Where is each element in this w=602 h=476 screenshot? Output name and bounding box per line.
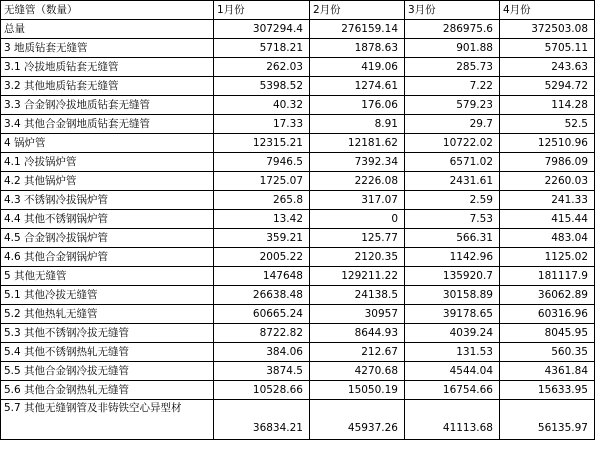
cell-month-1: 5718.21 bbox=[214, 39, 310, 58]
cell-month-3: 41113.68 bbox=[405, 400, 500, 440]
table-row bbox=[1, 267, 595, 286]
cell-month-1: 1725.07 bbox=[214, 172, 310, 191]
header-category: 无缝管（数量） bbox=[1, 1, 214, 20]
cell-month-3: 7.53 bbox=[405, 210, 500, 229]
cell-month-4: 8045.95 bbox=[500, 324, 595, 343]
cell-month-4: 60316.96 bbox=[500, 305, 595, 324]
row-label: 5 其他无缝管 bbox=[1, 267, 214, 286]
table-row bbox=[1, 362, 595, 381]
cell-month-1: 36834.21 bbox=[214, 400, 310, 440]
cell-month-3: 6571.02 bbox=[405, 153, 500, 172]
cell-month-3: 30158.89 bbox=[405, 286, 500, 305]
cell-month-4: 243.63 bbox=[500, 58, 595, 77]
cell-month-1: 262.03 bbox=[214, 58, 310, 77]
row-label: 5.3 其他不锈钢冷拔无缝管 bbox=[1, 324, 214, 343]
table-row bbox=[1, 115, 595, 134]
table-row bbox=[1, 286, 595, 305]
row-label: 4.5 合金钢冷拔锅炉管 bbox=[1, 229, 214, 248]
row-label: 5.1 其他冷拔无缝管 bbox=[1, 286, 214, 305]
cell-month-2: 125.77 bbox=[310, 229, 405, 248]
cell-month-1: 147648 bbox=[214, 267, 310, 286]
cell-month-3: 29.7 bbox=[405, 115, 500, 134]
cell-month-4: 181117.9 bbox=[500, 267, 595, 286]
table-row bbox=[1, 58, 595, 77]
cell-month-3: 285.73 bbox=[405, 58, 500, 77]
cell-month-3: 2.59 bbox=[405, 191, 500, 210]
cell-month-1: 40.32 bbox=[214, 96, 310, 115]
cell-month-2: 15050.19 bbox=[310, 381, 405, 400]
cell-month-1: 5398.52 bbox=[214, 77, 310, 96]
table-row bbox=[1, 153, 595, 172]
cell-month-1: 2005.22 bbox=[214, 248, 310, 267]
header-month-1: 1月份 bbox=[214, 1, 310, 20]
cell-month-1: 60665.24 bbox=[214, 305, 310, 324]
cell-month-4: 114.28 bbox=[500, 96, 595, 115]
cell-month-1: 13.42 bbox=[214, 210, 310, 229]
cell-month-2: 276159.14 bbox=[310, 20, 405, 39]
cell-month-3: 579.23 bbox=[405, 96, 500, 115]
cell-month-4: 1125.02 bbox=[500, 248, 595, 267]
cell-month-4: 4361.84 bbox=[500, 362, 595, 381]
row-label: 4.4 其他不锈钢锅炉管 bbox=[1, 210, 214, 229]
cell-month-3: 4039.24 bbox=[405, 324, 500, 343]
cell-month-3: 2431.61 bbox=[405, 172, 500, 191]
cell-month-2: 45937.26 bbox=[310, 400, 405, 440]
cell-month-3: 566.31 bbox=[405, 229, 500, 248]
cell-month-2: 12181.62 bbox=[310, 134, 405, 153]
cell-month-4: 12510.96 bbox=[500, 134, 595, 153]
cell-month-3: 901.88 bbox=[405, 39, 500, 58]
cell-month-2: 1274.61 bbox=[310, 77, 405, 96]
cell-month-1: 12315.21 bbox=[214, 134, 310, 153]
table-row bbox=[1, 96, 595, 115]
cell-month-3: 16754.66 bbox=[405, 381, 500, 400]
cell-month-4: 15633.95 bbox=[500, 381, 595, 400]
cell-month-1: 7946.5 bbox=[214, 153, 310, 172]
header-month-2: 2月份 bbox=[310, 1, 405, 20]
table-body bbox=[1, 20, 595, 440]
row-label: 5.7 其他无缝钢管及非铸铁空心异型材 bbox=[1, 400, 214, 440]
row-label: 4.3 不锈钢冷拔锅炉管 bbox=[1, 191, 214, 210]
cell-month-2: 1878.63 bbox=[310, 39, 405, 58]
cell-month-4: 7986.09 bbox=[500, 153, 595, 172]
cell-month-1: 3874.5 bbox=[214, 362, 310, 381]
cell-month-4: 241.33 bbox=[500, 191, 595, 210]
cell-month-2: 4270.68 bbox=[310, 362, 405, 381]
row-label: 5.6 其他合金钢热轧无缝管 bbox=[1, 381, 214, 400]
cell-month-3: 1142.96 bbox=[405, 248, 500, 267]
table-row bbox=[1, 39, 595, 58]
cell-month-2: 24138.5 bbox=[310, 286, 405, 305]
row-label: 5.5 其他合金钢冷拔无缝管 bbox=[1, 362, 214, 381]
cell-month-3: 7.22 bbox=[405, 77, 500, 96]
table-row bbox=[1, 134, 595, 153]
cell-month-1: 26638.48 bbox=[214, 286, 310, 305]
cell-month-1: 265.8 bbox=[214, 191, 310, 210]
cell-month-3: 10722.02 bbox=[405, 134, 500, 153]
row-label: 4.6 其他合金钢锅炉管 bbox=[1, 248, 214, 267]
cell-month-2: 0 bbox=[310, 210, 405, 229]
cell-month-1: 17.33 bbox=[214, 115, 310, 134]
cell-month-4: 5294.72 bbox=[500, 77, 595, 96]
table-row bbox=[1, 20, 595, 39]
row-label: 3 地质钻套无缝管 bbox=[1, 39, 214, 58]
cell-month-1: 384.06 bbox=[214, 343, 310, 362]
cell-month-1: 307294.4 bbox=[214, 20, 310, 39]
table-row bbox=[1, 324, 595, 343]
cell-month-2: 30957 bbox=[310, 305, 405, 324]
cell-month-2: 419.06 bbox=[310, 58, 405, 77]
header-month-3: 3月份 bbox=[405, 1, 500, 20]
cell-month-3: 135920.7 bbox=[405, 267, 500, 286]
cell-month-2: 2120.35 bbox=[310, 248, 405, 267]
cell-month-4: 52.5 bbox=[500, 115, 595, 134]
cell-month-2: 8.91 bbox=[310, 115, 405, 134]
table-row bbox=[1, 343, 595, 362]
cell-month-2: 2226.08 bbox=[310, 172, 405, 191]
table-row bbox=[1, 248, 595, 267]
cell-month-4: 560.35 bbox=[500, 343, 595, 362]
cell-month-4: 415.44 bbox=[500, 210, 595, 229]
row-label: 3.3 合金钢冷拔地质钻套无缝管 bbox=[1, 96, 214, 115]
row-label: 5.4 其他不锈钢热轧无缝管 bbox=[1, 343, 214, 362]
table-row bbox=[1, 77, 595, 96]
row-label: 总量 bbox=[1, 20, 214, 39]
cell-month-4: 2260.03 bbox=[500, 172, 595, 191]
cell-month-3: 286975.6 bbox=[405, 20, 500, 39]
cell-month-2: 129211.22 bbox=[310, 267, 405, 286]
row-label: 5.2 其他热轧无缝管 bbox=[1, 305, 214, 324]
cell-month-2: 212.67 bbox=[310, 343, 405, 362]
cell-month-4: 483.04 bbox=[500, 229, 595, 248]
row-label: 4.2 其他锅炉管 bbox=[1, 172, 214, 191]
cell-month-2: 317.07 bbox=[310, 191, 405, 210]
table-row bbox=[1, 210, 595, 229]
table-row bbox=[1, 172, 595, 191]
cell-month-4: 5705.11 bbox=[500, 39, 595, 58]
cell-month-1: 10528.66 bbox=[214, 381, 310, 400]
row-label: 3.2 其他地质钻套无缝管 bbox=[1, 77, 214, 96]
cell-month-4: 372503.08 bbox=[500, 20, 595, 39]
table-row bbox=[1, 191, 595, 210]
cell-month-3: 131.53 bbox=[405, 343, 500, 362]
row-label: 4 锅炉管 bbox=[1, 134, 214, 153]
cell-month-4: 56135.97 bbox=[500, 400, 595, 440]
cell-month-3: 4544.04 bbox=[405, 362, 500, 381]
cell-month-2: 7392.34 bbox=[310, 153, 405, 172]
row-label: 3.4 其他合金钢地质钻套无缝管 bbox=[1, 115, 214, 134]
header-row bbox=[1, 1, 595, 20]
table-row bbox=[1, 381, 595, 400]
table-row bbox=[1, 229, 595, 248]
cell-month-1: 359.21 bbox=[214, 229, 310, 248]
table-row bbox=[1, 305, 595, 324]
row-label: 4.1 冷拔锅炉管 bbox=[1, 153, 214, 172]
row-label: 3.1 冷拔地质钻套无缝管 bbox=[1, 58, 214, 77]
cell-month-1: 8722.82 bbox=[214, 324, 310, 343]
cell-month-2: 176.06 bbox=[310, 96, 405, 115]
cell-month-3: 39178.65 bbox=[405, 305, 500, 324]
cell-month-4: 36062.89 bbox=[500, 286, 595, 305]
header-month-4: 4月份 bbox=[500, 1, 595, 20]
cell-month-2: 8644.93 bbox=[310, 324, 405, 343]
table-row bbox=[1, 400, 595, 440]
